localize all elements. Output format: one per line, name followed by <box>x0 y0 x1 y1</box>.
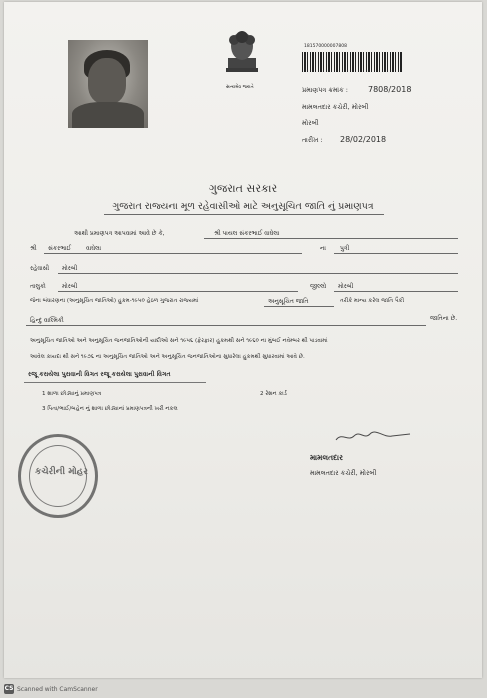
evidence-item-2: 2 રેશન કાર્ડ <box>260 391 287 397</box>
relation-value: પુત્રી <box>340 245 350 252</box>
surname: વાઘેલા <box>86 245 102 252</box>
district-label: જીલ્લો <box>310 283 327 290</box>
taluka-label: તાલુકો <box>30 283 46 290</box>
office-line-1: મામલતદાર કચેરી, મોરબી <box>302 103 369 111</box>
resident-label: રહેવાસી <box>30 265 50 272</box>
category-value: અનુસૂચિત જાતિ <box>268 298 309 305</box>
recognized-text: તરીકે માન્ય કરેલ જાતિ પૈકી <box>340 298 405 304</box>
legal-paragraph-line-1: અનુસૂચિત જાતિઓ અને અનુસૂચિત જનજાતિઓની યાદીઓ સને ૧૯૫૬ (ફેરફાર) હુકમથી સને ૧૯૬૦ ના મુંબઈ નવેમ્બર થી પાડવામાં <box>30 338 328 344</box>
taluka-value: મોરબી <box>62 283 78 290</box>
relation-label: ના <box>320 245 326 252</box>
certificate-page <box>4 2 482 678</box>
stamp-text: કચેરીની મોહર <box>35 467 88 477</box>
signature-mark <box>334 428 414 446</box>
government-title: ગુજરાત સરકાર <box>208 182 278 195</box>
intro-label: આથી પ્રમાણપત્ર આપવામાં આવે છે કે, <box>74 230 165 237</box>
office-stamp <box>18 434 98 518</box>
evidence-heading: રજૂ કરાયેલા પુરાવાની વિગત રજૂ કરાયેલા પુરાવાની વિગત <box>28 371 171 378</box>
caste-value: હિન્દુ વાલ્મિકી <box>30 317 64 324</box>
certificate-number: 7808/2018 <box>368 85 412 94</box>
evidence-item-1: 1 શાળા છોડ્યાનું પ્રમાણપત્ર <box>42 391 102 397</box>
emblem-caption: સત્યમેવ જયતે <box>226 85 254 90</box>
shri-label: શ્રી <box>30 245 37 252</box>
office-line-2: મોરબી <box>302 119 319 127</box>
order-text: જેના બંધારણના (અનુસૂચિત જાતિઓ) હુકમ-૧૯૫૦ હેઠળ ગુજરાત રાજ્યમાં <box>30 298 199 304</box>
beneficiary-name: શ્રી પાયલ સંકરભાઈ વાઘેલા <box>214 230 280 237</box>
camscanner-logo: CS <box>4 685 14 692</box>
signatory-office: મામલતદાર કચેરી, મોરબી <box>310 469 377 477</box>
legal-paragraph-line-2: આવેલ કાયદા થી સને ૧૯૭૬ ના અનુસૂચિત જાતિઓ અને અનુસૂચિત જનજાતિઓના સુધારેલા હુકમથી સુધારવામાં આવે છે. <box>30 354 305 360</box>
date-label: તારીખ : <box>302 136 323 144</box>
certificate-number-label: પ્રમાણપત્ર ક્રમાંક : <box>302 86 348 94</box>
issue-date: 28/02/2018 <box>340 135 387 144</box>
scanner-watermark-text: Scanned with CamScanner <box>17 686 98 693</box>
barcode <box>302 52 402 72</box>
evidence-item-3: 3 પિતા/ભાઈ/બહેન નું શાળા છોડ્યાનાં પ્રમાણપત્રની ખરી નકલ <box>42 406 178 412</box>
resident-value: મોરબી <box>62 265 78 272</box>
signatory-designation: મામલતદાર <box>310 453 343 462</box>
applicant-photo <box>68 40 148 128</box>
district-value: મોરબી <box>338 283 354 290</box>
national-emblem-icon <box>222 28 262 86</box>
barcode-number: 181570000007808 <box>304 44 347 49</box>
father-name: સંકરભાઈ <box>48 245 72 252</box>
certificate-title: ગુજરાત રાજ્યના મૂળ રહેવાસીઓ માટે અનુસૂચિત જાતિ નું પ્રમાણપત્ર <box>112 201 374 212</box>
caste-suffix: જાતિના છે. <box>430 315 458 322</box>
